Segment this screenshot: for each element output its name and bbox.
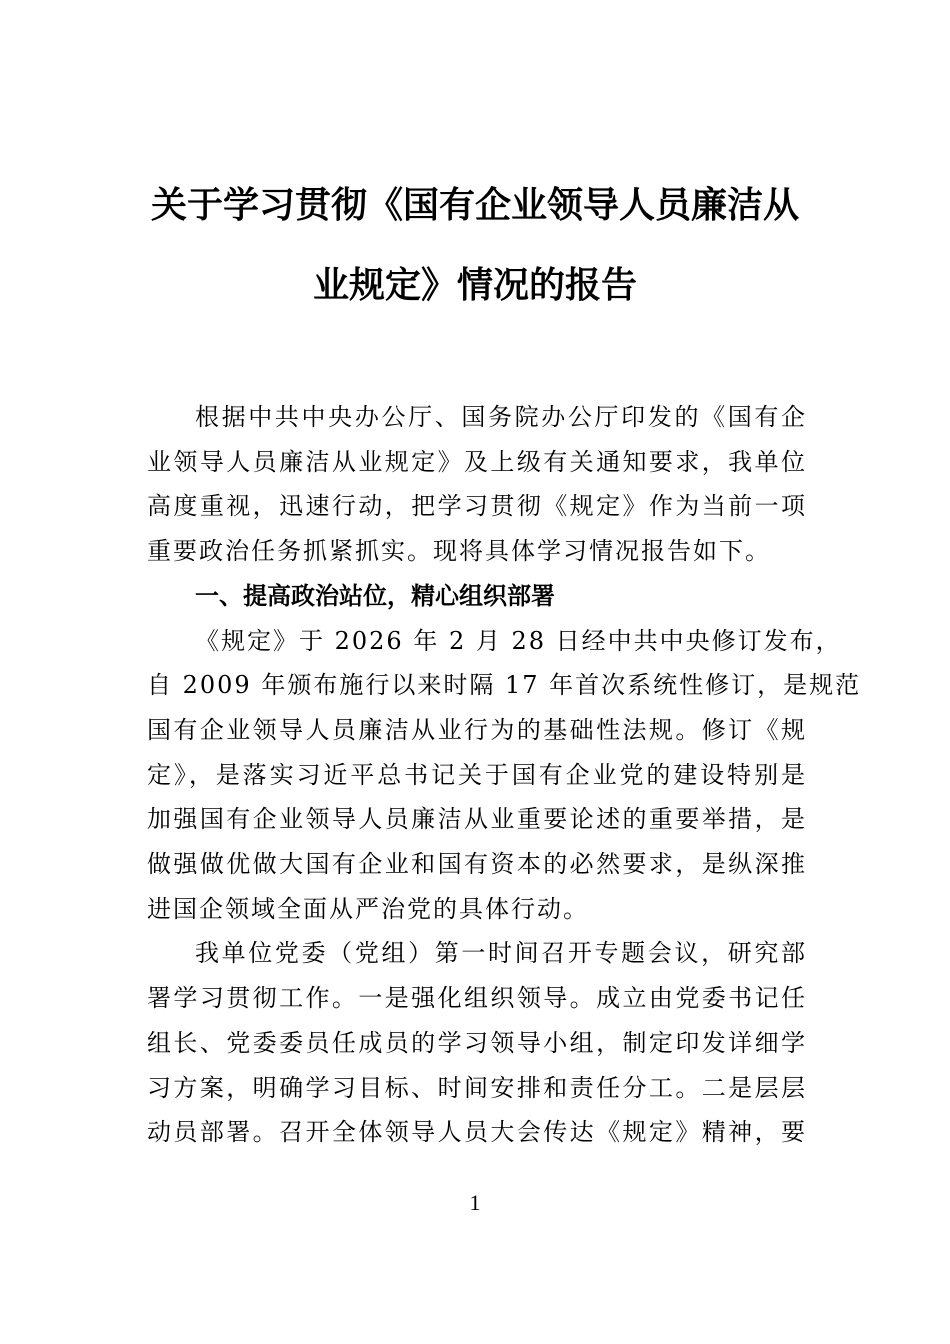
paragraph-line: 业领导人员廉洁从业规定》及上级有关通知要求，我单位 [147, 447, 807, 476]
paragraph-line: 习方案，明确学习目标、时间安排和责任分工。二是层层 [147, 1073, 807, 1102]
intro-paragraph [147, 395, 807, 574]
title-line-1: 关于学习贯彻《国有企业领导人员廉洁从 [150, 185, 799, 226]
paragraph-line: 自 2009 年颁布施行以来时隔 17 年首次系统性修订，是规范 [147, 671, 862, 700]
paragraph-line: 根据中共中央办公厅、国务院办公厅印发的《国有企 [195, 403, 807, 431]
section-heading-1: 一、提高政治站位，精心组织部署 [195, 581, 555, 610]
document-title [140, 166, 810, 326]
paragraph-line: 做强做优做大国有企业和国有资本的必然要求，是纵深推 [147, 850, 807, 879]
paragraph-line: 定》，是落实习近平总书记关于国有企业党的建设特别是 [147, 760, 807, 789]
paragraph-line: 加强国有企业领导人员廉洁从业重要论述的重要举措，是 [147, 805, 807, 834]
paragraph-line: 署学习贯彻工作。一是强化组织领导。成立由党委书记任 [147, 984, 807, 1013]
title-line-2: 业规定》情况的报告 [312, 265, 637, 306]
paragraph-line: 高度重视，迅速行动，把学习贯彻《规定》作为当前一项 [147, 492, 807, 521]
paragraph-line: 重要政治任务抓紧抓实。现将具体学习情况报告如下。 [147, 537, 771, 566]
paragraph-line: 国有企业领导人员廉洁从业行为的基础性法规。修订《规 [147, 715, 807, 744]
section1-paragraph-1 [147, 619, 862, 932]
section1-paragraph-2 [147, 931, 807, 1155]
paragraph-line: 组长、党委委员任成员的学习领导小组，制定印发详细学 [147, 1028, 807, 1057]
paragraph-line: 我单位党委（党组）第一时间召开专题会议，研究部 [195, 939, 807, 968]
paragraph-line: 《规定》于 2026 年 2 月 28 日经中共中央修订发布， [195, 626, 842, 655]
paragraph-line: 进国企领域全面从严治党的具体行动。 [147, 894, 589, 923]
page-number: 1 [469, 1190, 481, 1215]
paragraph-line: 动员部署。召开全体领导人员大会传达《规定》精神，要 [147, 1118, 807, 1147]
document-body [147, 395, 862, 1155]
